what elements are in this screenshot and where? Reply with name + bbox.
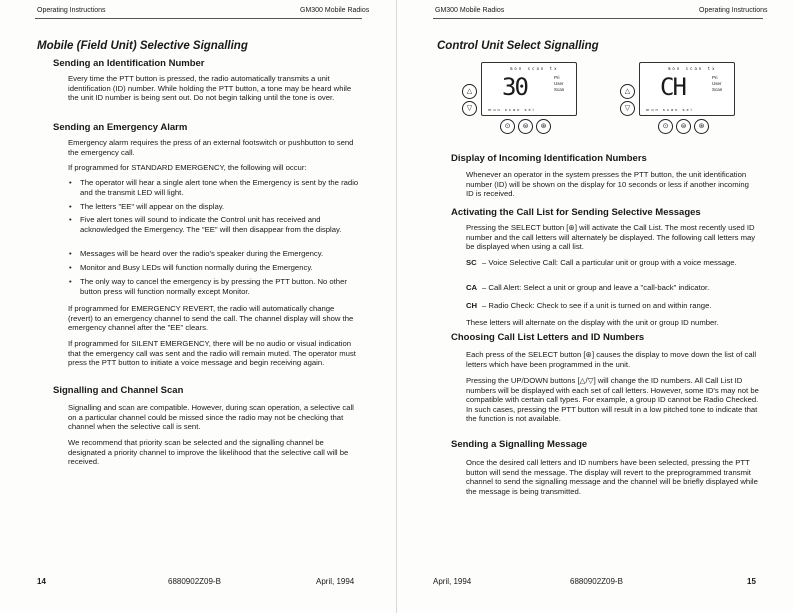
call-letter-sc: SC – Voice Selective Call: Call a particular unit or group with a voice message. xyxy=(466,258,737,267)
document-number: 6880902Z09-B xyxy=(168,577,221,586)
down-arrow-icon: ▽ xyxy=(620,101,635,116)
paragraph: If programmed for STANDARD EMERGENCY, the following will occur: xyxy=(68,163,307,172)
header-rule xyxy=(433,18,763,19)
page-number: 15 xyxy=(747,577,756,586)
section-heading: Choosing Call List Letters and ID Numbers xyxy=(451,332,645,343)
right-page xyxy=(397,0,793,613)
paragraph: These letters will alternate on the display with the unit or group ID number. xyxy=(466,318,719,327)
lcd-main-letters: CH xyxy=(660,73,685,101)
running-header-left: GM300 Mobile Radios xyxy=(435,7,505,14)
paragraph: Pressing the UP/DOWN buttons [△/▽] will change the ID numbers. All Call List ID numbers will be displayed with each set of call letters. However, some ID's may not be compatible with certain call types. For example, a group ID cannot be Radio Checked. In such cases, pressing the PTT button will result in a low pitched tone to indicate that the function is not available. xyxy=(466,376,759,424)
up-arrow-icon: △ xyxy=(462,84,477,99)
lcd-main-digits: 30 xyxy=(502,73,527,101)
paragraph: If programmed for EMERGENCY REVERT, the radio will automatically change (revert) to an emergency channel to send the call. The channel display will show the emergency channel after the "EE" clears. xyxy=(68,304,354,333)
up-arrow-icon: △ xyxy=(620,84,635,99)
footer-date: April, 1994 xyxy=(316,577,355,586)
paragraph: Every time the PTT button is pressed, the radio automatically transmits a unit identification (ID) number. While holding the PTT button, a tone may be heard while the unit ID number is being sent out. Do not begin talking until the tone is over. xyxy=(68,74,352,103)
paragraph: Once the desired call letters and ID numbers have been selected, pressing the PTT button will send the message. The display will revert to the preprogrammed transmit channel to send the signalling message and the channel will be briefly displayed while the message is being transmitted. xyxy=(466,458,758,496)
list-item: • The only way to cancel the emergency is by pressing the PTT button. No other button press will function normally except Monitor. xyxy=(69,277,366,296)
list-item: • The letters "EE" will appear on the display. xyxy=(69,202,366,212)
paragraph: We recommend that priority scan be selected and the signalling channel be designated a priority channel to improve the likelihood that the selective call will be received. xyxy=(68,438,349,467)
lcd-display xyxy=(639,62,735,116)
header-rule xyxy=(35,18,362,19)
paragraph: If programmed for SILENT EMERGENCY, there will be no audio or visual indication that the emergency call was sent and the radio will remain muted. The operator must press the PTT button to initiate a voice message and begin receiving again. xyxy=(68,339,356,368)
paragraph: Each press of the SELECT button [⊛] causes the display to move down the list of call letters which have been programmed in the unit. xyxy=(466,350,757,369)
running-header-right: Operating Instructions xyxy=(699,7,768,14)
select-button-icon: ⊛ xyxy=(694,119,709,134)
monitor-button-icon: ⊙ xyxy=(658,119,673,134)
call-letter-ch: CH – Radio Check: Check to see if a unit is turned on and within range. xyxy=(466,301,712,310)
list-item: • Five alert tones will sound to indicate the Control unit has received and acknowledged the Emergency. The "EE" will then disappear from the display. xyxy=(69,215,366,234)
paragraph: Emergency alarm requires the press of an external footswitch or pushbutton to send the emergency call. xyxy=(68,138,354,157)
select-button-icon: ⊛ xyxy=(536,119,551,134)
lcd-bottom-labels: mon scan sel xyxy=(488,107,536,112)
lcd-side-labels: Pri User Scan xyxy=(712,75,723,92)
paragraph: Whenever an operator in the system presses the PTT button, the unit identification number (ID) will be shown on the display for 10 seconds or less if another incoming ID is received. xyxy=(466,170,749,199)
call-letter-ca: CA – Call Alert: Select a unit or group and leave a "call-back" indicator. xyxy=(466,283,710,292)
footer-date: April, 1994 xyxy=(433,577,472,586)
paragraph: Signalling and scan are compatible. However, during scan operation, a selective call on a particular channel could be missed since the radio may not be checking that channel when the selective call is sent. xyxy=(68,403,354,432)
list-item: • Messages will be heard over the radio's speaker during the Emergency. xyxy=(69,249,366,259)
paragraph: Pressing the SELECT button [⊛] will activate the Call List. The most recently used ID number and the call letters will alternately be displayed. The following call letters may be displayed when using a call list. xyxy=(466,223,756,252)
monitor-button-icon: ⊙ xyxy=(500,119,515,134)
lcd-top-indicators: mon scan tx xyxy=(668,66,717,71)
lcd-top-indicators: mon scan tx xyxy=(510,66,559,71)
section-heading: Sending a Signalling Message xyxy=(451,439,588,450)
left-page xyxy=(0,0,396,613)
scan-button-icon: ⊜ xyxy=(676,119,691,134)
list-item: • The operator will hear a single alert tone when the Emergency is sent by the radio and the transmit LED will light. xyxy=(69,178,366,197)
page-number: 14 xyxy=(37,577,46,586)
running-header-right: GM300 Mobile Radios xyxy=(300,7,370,14)
list-item: • Monitor and Busy LEDs will function normally during the Emergency. xyxy=(69,263,366,273)
running-header-left: Operating Instructions xyxy=(37,7,106,14)
down-arrow-icon: ▽ xyxy=(462,101,477,116)
lcd-display xyxy=(481,62,577,116)
lcd-bottom-labels: mon scan sel xyxy=(646,107,694,112)
lcd-side-labels: Pri User Scan xyxy=(554,75,565,92)
control-unit-diagram-2 xyxy=(617,62,762,138)
section-heading: Signalling and Channel Scan xyxy=(53,385,184,396)
section-heading: Display of Incoming Identification Numbers xyxy=(451,153,647,164)
page-title: Mobile (Field Unit) Selective Signalling xyxy=(37,40,248,52)
section-heading: Sending an Identification Number xyxy=(53,58,205,69)
document-number: 6880902Z09-B xyxy=(570,577,623,586)
control-unit-diagram-1 xyxy=(459,62,604,138)
scan-button-icon: ⊜ xyxy=(518,119,533,134)
page-title: Control Unit Select Signalling xyxy=(437,40,599,52)
section-heading: Activating the Call List for Sending Selective Messages xyxy=(451,207,701,218)
section-heading: Sending an Emergency Alarm xyxy=(53,122,188,133)
